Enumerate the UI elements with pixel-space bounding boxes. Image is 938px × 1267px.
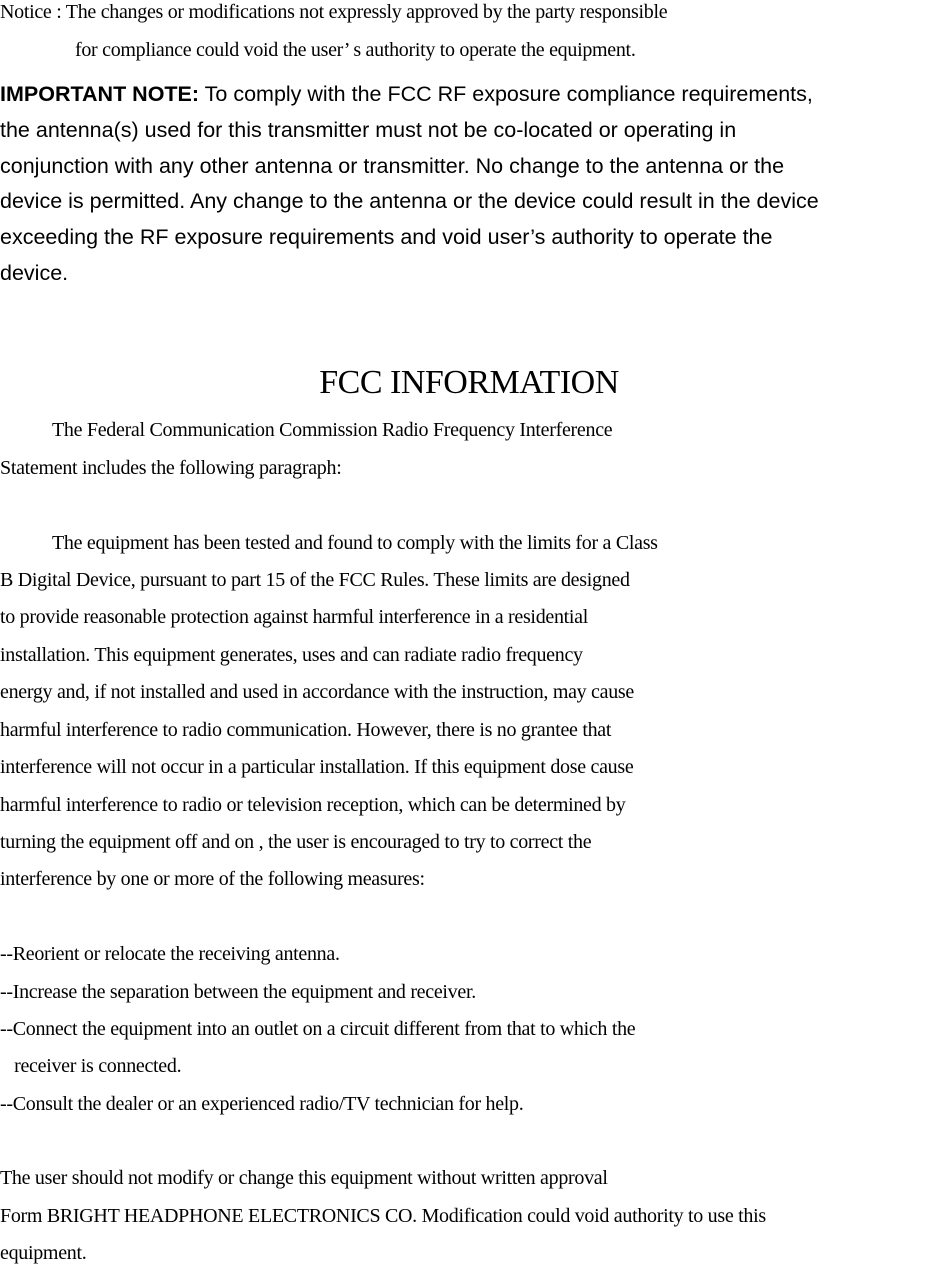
measure-3-continued: receiver is connected. [0, 1055, 182, 1077]
important-note-line-4: device is permitted. Any change to the antenna or the device could result in the device [0, 189, 819, 213]
closing-line-1: The user should not modify or change this equipment without written approval [0, 1167, 608, 1189]
important-note-text: To comply with the FCC RF exposure compliance requirements, [199, 82, 813, 106]
fcc-body-line-10: interference by one or more of the following measures: [0, 868, 425, 890]
important-note-line-3: conjunction with any other antenna or transmitter. No change to the antenna or the [0, 154, 785, 178]
fcc-body-line-8: harmful interference to radio or television reception, which can be determined by [0, 794, 626, 816]
fcc-information-title: FCC INFORMATION [319, 364, 619, 401]
notice-line-2: for compliance could void the user’ s authority to operate the equipment. [75, 39, 636, 61]
fcc-body-line-1: The equipment has been tested and found to comply with the limits for a Class [52, 532, 658, 554]
fcc-intro-line-1: The Federal Communication Commission Radio Frequency Interference [52, 419, 613, 441]
important-note-label: IMPORTANT NOTE: [0, 82, 200, 106]
fcc-body-line-2: B Digital Device, pursuant to part 15 of the FCC Rules. These limits are designed [0, 569, 630, 591]
measure-3: --Connect the equipment into an outlet on a circuit different from that to which the [0, 1018, 636, 1040]
important-note-line-6: device. [0, 261, 69, 285]
fcc-body-line-4: installation. This equipment generates, uses and can radiate radio frequency [0, 644, 583, 666]
fcc-body-line-9: turning the equipment off and on , the user is encouraged to try to correct the [0, 831, 592, 853]
measure-4: --Consult the dealer or an experienced radio/TV technician for help. [0, 1093, 524, 1115]
closing-line-2: Form BRIGHT HEADPHONE ELECTRONICS CO. Modification could void authority to use this [0, 1205, 766, 1227]
important-note-line-2: the antenna(s) used for this transmitter must not be co-located or operating in [0, 118, 737, 142]
notice-line-1: Notice : The changes or modifications not expressly approved by the party responsible [0, 1, 668, 23]
fcc-body-line-3: to provide reasonable protection against harmful interference in a residential [0, 606, 589, 628]
measure-1: --Reorient or relocate the receiving antenna. [0, 943, 340, 965]
important-note-line-1 [0, 84, 813, 106]
measure-2: --Increase the separation between the equipment and receiver. [0, 981, 476, 1003]
fcc-body-line-6: harmful interference to radio communication. However, there is no grantee that [0, 719, 612, 741]
fcc-intro-line-2: Statement includes the following paragraph: [0, 457, 342, 479]
closing-line-3: equipment. [0, 1242, 87, 1264]
fcc-body-line-5: energy and, if not installed and used in accordance with the instruction, may cause [0, 681, 634, 703]
fcc-body-line-7: interference will not occur in a particular installation. If this equipment dose cause [0, 756, 634, 778]
important-note-line-5: exceeding the RF exposure requirements and void user’s authority to operate the [0, 225, 773, 249]
